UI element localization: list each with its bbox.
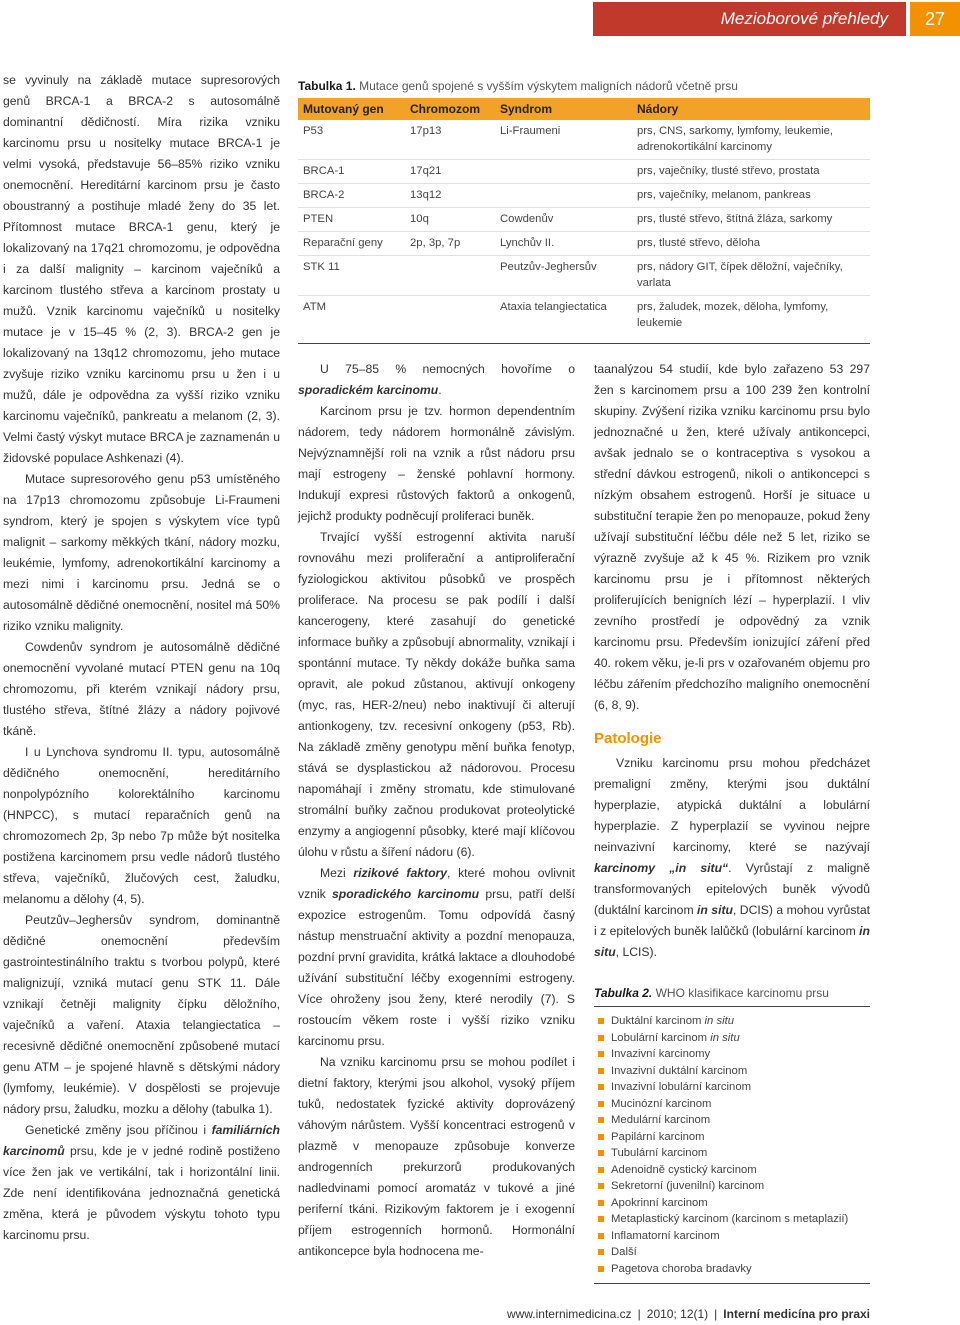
paragraph: Karcinom prsu je tzv. hormon dependentním nádorem, tedy nádorem hormonálně závislým. Nejvýznamnější roli na vznik a růst nádoru prsu mají estrogeny – ženské pohlavní hormony. Indukují expresi růstových faktorů a onkogenů, jejichž produkty podněcují proliferaci buněk. (298, 404, 575, 523)
table-cell: BRCA-2 (298, 184, 405, 208)
table-row (298, 256, 870, 296)
table1-bottom-rule (298, 343, 870, 344)
table-cell: Reparační geny (298, 232, 405, 256)
list-item: Metaplastický karcinom (karcinom s metaplazií) (594, 1211, 870, 1228)
bullet-square-icon (598, 1233, 604, 1239)
table-cell: PTEN (298, 208, 405, 232)
paragraph: Trvající vyšší estrogenní aktivita naruší rovnováhu mezi proliferační a antiproliferační fyziologickou aktivitou působků ve prospěch proliferace. Na procesu se pak podílí i další kancerogeny, které zasahují do genetické informace buňky a způsobují abnormality, vznikají i spontánní mutace. Ty někdy dokáže buňka sama opravit, ale pokud zůstanou, aktivují onkogeny (myc, ras, HER-2/neu) nebo inaktivují či alterují antionkogeny, tzv. recesivní onkogeny (p53, Rb). Na základě změny genotypu mění buňka fenotyp, stává se dysplastickou až nádorovou. Procesu napomáhají i změny stromatu, kde stimulované stromální buňky začnou produkovat proteolytické enzymy a angiogenní působky, které mají klíčovou úlohu v růstu a šíření nádoru (6). (298, 530, 575, 859)
table-cell: P53 (298, 120, 405, 160)
bullet-square-icon (598, 1216, 604, 1222)
list-item: Další (594, 1244, 870, 1261)
table2-caption: Tabulka 2. WHO klasifikace karcinomu prsu (594, 983, 870, 1007)
page-footer: www.internimedicina.cz | 2010; 12(1) | Interní medicína pro praxi (506, 1307, 870, 1321)
bullet-square-icon (598, 1084, 604, 1090)
table1-caption: Tabulka 1. Mutace genů spojené s vyšším výskytem maligních nádorů včetně prsu (298, 79, 738, 93)
table-cell (495, 184, 632, 208)
table-cell: Li-Fraumeni (495, 120, 632, 160)
table-row (298, 296, 870, 336)
bullet-square-icon (598, 1117, 604, 1123)
table-cell (405, 256, 495, 296)
paragraph: taanalýzou 54 studií, kde bylo zařazeno 53 297 žen s karcinomem prsu a 100 239 žen kontrolní skupiny. Zvýšení rizika vzniku karcinomu prsu bylo jednoznačné u žen, které užívaly antikoncepci, avšak jednalo se o kontraceptiva s vysokou a střední dávkou estrogenů, nikoli o antikoncepci s nízkým obsahem estrogenů. Horší je situace u substituční terapie žen po menopauze, pokud ženy užívají substituční léčbu déle než 5 let, riziko se výrazně zvyšuje až k 45 %. Rizikem pro vznik karcinomu prsu je i přítomnost některých proliferujících benigních lézí – hyperplazií. I vliv zevního prostředí je odpovědný za vznik karcinomu prsu. Především ionizující záření před 40. rokem věku, je-li prs v ozařovaném objemu pro léčbu zářením předchozího maligního onemocnění (6, 8, 9). (594, 362, 870, 712)
bullet-square-icon (598, 1068, 604, 1074)
paragraph: se vyvinuly na základě mutace supresorových genů BRCA-1 a BRCA-2 s autosomálně dominantní dědičností. Míra rizika vzniku karcinomu prsu u nositelky mutace BRCA-1 je velmi vysoká, představuje 56–85% riziko vzniku onemocnění. Hereditární karcinom prsu je často oboustranný a postihuje mladé ženy do 35 let. Přítomnost mutace BRCA-1 genu, který je lokalizovaný na 17q21 chromozomu, je odpovědna i za další malignity – karcinom vaječníků a karcinom tlustého střeva a karcinom prostaty u mužů. Vznik karcinomu vaječníků u nositelky mutace je v 15–45 % (2, 3). BRCA-2 gen je lokalizovaný na 13q12 chromozomu, jeho mutace zvyšuje riziko vzniku karcinomu prsu u žen i u mužů, dále je odpovědna za vyšší riziko vzniku karcinomu vaječníků, pankreatu a melanom (2, 3). Velmi častý výskyt mutace BRCA je zaznamenán u židovské populace Ashkenazi (4). (3, 73, 280, 465)
list-item: Apokrinní karcinom (594, 1195, 870, 1212)
table-cell: Peutzův-Jeghersův (495, 256, 632, 296)
table-cell: prs, tlusté střevo, štítná žláza, sarkomy (632, 208, 870, 232)
bullet-square-icon (598, 1035, 604, 1041)
table1-header-cell: Nádory (632, 98, 870, 120)
table-cell: Cowdenův (495, 208, 632, 232)
table-cell: prs, tlusté střevo, děloha (632, 232, 870, 256)
table-cell: 13q12 (405, 184, 495, 208)
table-cell: BRCA-1 (298, 160, 405, 184)
text-column-3 (594, 359, 870, 1284)
list-item: Duktální karcinom in situ (594, 1013, 870, 1030)
table1-header-row (298, 98, 870, 120)
table-cell: prs, žaludek, mozek, děloha, lymfomy, leukemie (637, 301, 829, 329)
bullet-square-icon (598, 1167, 604, 1173)
table-row (298, 208, 870, 232)
table-cell: Lynchův II. (495, 232, 632, 256)
list-item: Mucinózní karcinom (594, 1096, 870, 1113)
paragraph: U 75–85 % nemocných hovoříme o sporadickém karcinomu. (298, 362, 575, 397)
table-cell: prs, CNS, sarkomy, lymfomy, leukemie, adrenokortikální karcinomy (632, 120, 870, 160)
paragraph: Peutzův–Jeghersův syndrom, dominantně dědičné onemocnění především gastrointestinálního traktu s tvorbou polypů, které malignizují, vzniká mutací genu STK 11. Dále vznikají četněji malignity čípku děložního, vaječníků a vaření. Ataxia telangiectatica – recesivně dědičné onemocnění způsobené mutací genu ATM – je spojené hlavně s dětskými nádory (lymfomy, leukémie). V dospělosti se projevuje nádory prsu, žaludku, mozku a dělohy (tabulka 1). (3, 913, 280, 1116)
list-item: Pagetova choroba bradavky (594, 1261, 870, 1278)
section-heading: Patologie (594, 730, 662, 747)
bullet-square-icon (598, 1150, 604, 1156)
table-cell: 10q (405, 208, 495, 232)
bullet-square-icon (598, 1249, 604, 1255)
bullet-square-icon (598, 1200, 604, 1206)
table-cell: Ataxia telangiectatica (500, 301, 607, 313)
list-item: Inflamatorní karcinom (594, 1228, 870, 1245)
page-number: 27 (910, 2, 960, 36)
table-cell: prs, vaječníky, melanom, pankreas (632, 184, 870, 208)
table1 (298, 98, 870, 335)
paragraph: Na vzniku karcinomu prsu se mohou podílet i dietní faktory, kterými jsou alkohol, vysoký příjem tuků, nedostatek fyzické aktivity doprovázený váhovým nárůstem. Vyšší koncentraci estrogenů v plazmě v menopauze způsobuje konverze androgenních prekurzorů produkovaných nadledvinami pomocí aromatáz v tukové a jiné periferní tkáni. Rizikovým faktorem je i exogenní příjem estrogenních hormonů. Hormonální antikoncepce byla hodnocena me- (298, 1055, 575, 1258)
table-row (298, 120, 870, 160)
list-item: Tubulární karcinom (594, 1145, 870, 1162)
table1-header-cell: Mutovaný gen (298, 98, 405, 120)
bullet-square-icon (598, 1134, 604, 1140)
paragraph: Vzniku karcinomu prsu mohou předcházet premaligní změny, kterými jsou duktální hyperplazie, atypická duktální a lobulární hyperplazie. Z hyperplazií se vyvinou nejpre neinvazivní karcinomy, které se nazývají karcinomy „in situ“. Vyrůstají z maligně transformovaných epitelových buněk vývodů (duktální karcinom in situ, DCIS) a mohou vyrůstat i z epitelových buněk lalůčků (lobulární karcinom in situ, LCIS). (594, 756, 870, 959)
table-cell: prs, vaječníky, tlusté střevo, prostata (632, 160, 870, 184)
table-cell: prs, nádory GIT, čípek děložní, vaječníky, varlata (632, 256, 870, 296)
bullet-square-icon (598, 1018, 604, 1024)
text-column-2 (298, 359, 575, 1262)
bullet-square-icon (598, 1266, 604, 1272)
paragraph: I u Lynchova syndromu II. typu, autosomálně dědičného onemocnění, hereditárního nonpolypózního kolorektálního karcinomu (HNPCC), s mutací reparačních genů na chromozomech 2p, 3p nebo 7p může být nositelka postižena karcinomem prsu vedle nádorů tlustého střeva, vaječníků, žlučových cest, žaludku, melanomu a dělohy (4, 5). (3, 745, 280, 906)
paragraph: Mutace supresorového genu p53 umístěného na 17p13 chromozomu způsobuje Li-Fraumeni syndrom, který je spojen s výskytem více typů malignit – sarkomy měkkých tkání, nádory mozku, leukémie, lymfomy, adrenokortikální karcinomy a mezi nimi i karcinomu prsu. Jedná se o autosomálně dědičné onemocnění, nositel má 50% riziko vzniku malignity. (3, 472, 280, 633)
list-item: Invazivní lobulární karcinom (594, 1079, 870, 1096)
table-row (298, 160, 870, 184)
table-cell (405, 296, 495, 336)
bullet-square-icon (598, 1051, 604, 1057)
paragraph: Cowdenův syndrom je autosomálně dědičné onemocnění vyvolané mutací PTEN genu na 10q chromozomu, při kterém vznikají nádory prsu, tlustého střeva, štítné žlázy a nádory pojivové tkáně. (3, 640, 280, 738)
bullet-square-icon (598, 1101, 604, 1107)
table2-list (594, 1013, 870, 1284)
list-item: Lobulární karcinom in situ (594, 1030, 870, 1047)
table-row (298, 232, 870, 256)
list-item: Invazivní karcinomy (594, 1046, 870, 1063)
list-item: Sekretorní (juvenilní) karcinom (594, 1178, 870, 1195)
list-item: Adenoidně cystický karcinom (594, 1162, 870, 1179)
list-item: Invazivní duktální karcinom (594, 1063, 870, 1080)
bullet-square-icon (598, 1183, 604, 1189)
table1-header-cell: Syndrom (495, 98, 632, 120)
table-cell: 17p13 (405, 120, 495, 160)
text-column-1 (3, 70, 280, 1246)
table-cell: 2p, 3p, 7p (405, 232, 495, 256)
footer-url: www.internimedicina.cz (506, 1307, 632, 1321)
paragraph: Mezi rizikové faktory, které mohou ovlivnit vznik sporadického karcinomu prsu, patří delší expozice estrogenům. Tomu odpovídá časný nástup menstruační aktivity a pozdní menopauza, pozdní první gravidita, krátká laktace a dlouhodobé užívání substituční léčby exogenními estrogeny. Více ohroženy jsou ženy, které nerodily (7). S rostoucím věkem roste i vyšší riziko vzniku karcinomu prsu. (298, 866, 576, 1048)
table-row (298, 184, 870, 208)
table-cell (495, 160, 632, 184)
table-cell: 17q21 (405, 160, 495, 184)
table-cell: STK 11 (298, 256, 405, 296)
footer-journal: Interní medicína pro praxi (723, 1307, 870, 1321)
list-item: Papilární karcinom (594, 1129, 870, 1146)
section-title: Mezioborové přehledy (593, 2, 906, 36)
list-item: Medulární karcinom (594, 1112, 870, 1129)
table1-header-cell: Chromozom (405, 98, 495, 120)
table-cell: ATM (303, 301, 327, 313)
paragraph: Genetické změny jsou příčinou i familiárních karcinomů prsu, kde je v jedné rodině postiženo více žen jak ve vertikální, tak i horizontální linii. Zde není identifikována jednoznačná genetická změna, která je původem výskytu tohoto typu karcinomu prsu. (3, 1123, 280, 1242)
footer-issue: 2010; 12(1) (646, 1307, 709, 1321)
